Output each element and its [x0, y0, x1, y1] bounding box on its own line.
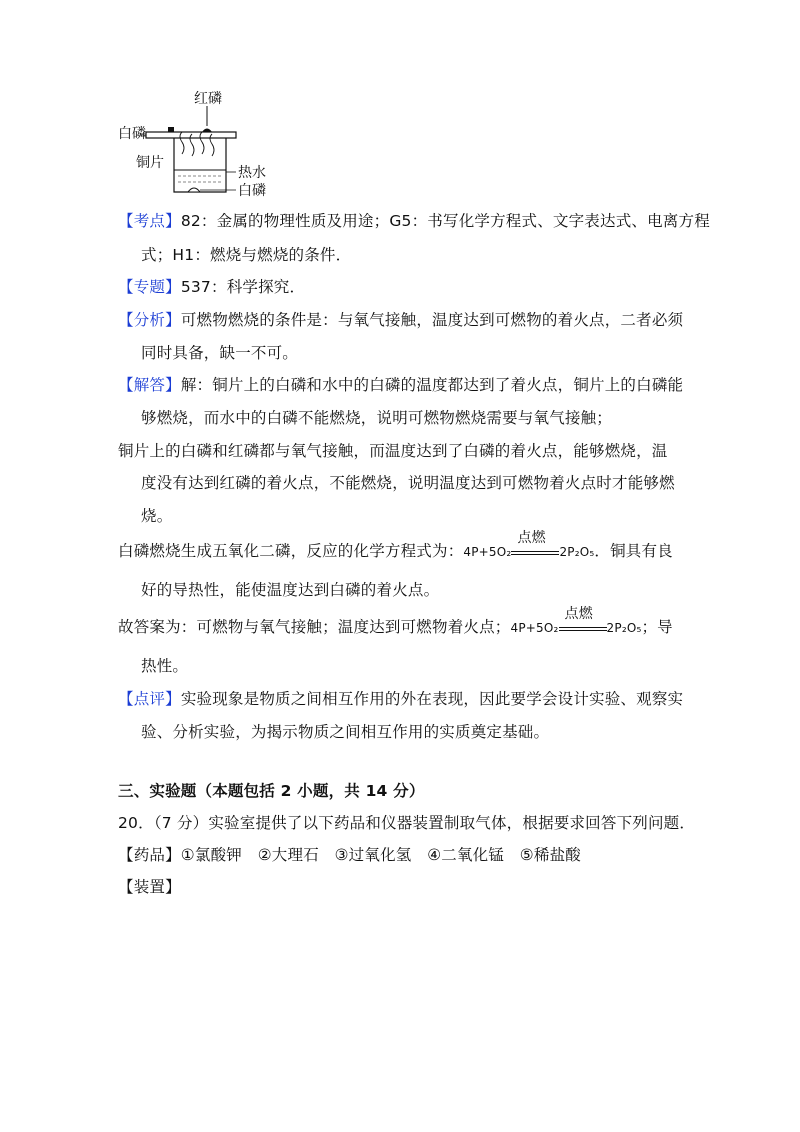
kaodian-tag: 【考点】 — [118, 212, 181, 230]
dianping-line-1 — [118, 688, 683, 710]
equation-left-1: 4P+5O₂ — [463, 545, 512, 559]
fenxi-line-2: 同时具备，缺一不可。 — [141, 344, 299, 362]
jieda-tag: 【解答】 — [118, 376, 181, 394]
reaction-condition-2: 点燃 — [564, 606, 593, 622]
jieda-text-1: 解：铜片上的白磷和水中的白磷的温度都达到了着火点，铜片上的白磷能 — [180, 376, 684, 394]
equation-left-2: 4P+5O₂ — [510, 621, 559, 635]
experiment-figure — [118, 92, 278, 202]
jieda-line-5: 烧。 — [141, 507, 173, 525]
jieda-text-6-post: ．铜具有良 — [594, 542, 673, 560]
equation-right-2: 2P₂O₅ — [606, 621, 642, 635]
fenxi-tag: 【分析】 — [118, 311, 181, 329]
dianping-tag: 【点评】 — [118, 690, 181, 708]
jieda-line-1 — [118, 374, 683, 396]
zhuanti-text: 537：科学探究． — [180, 278, 306, 296]
fenxi-text-1: 可燃物燃烧的条件是：与氧气接触，温度达到可燃物的着火点，二者必须 — [180, 311, 684, 329]
jieda-text-8-pre: 故答案为：可燃物与氧气接触；温度达到可燃物着火点； — [118, 618, 511, 636]
dianping-line-2: 验、分析实验，为揭示物质之间相互作用的实质奠定基础。 — [141, 723, 550, 741]
label-red-phosphorus: 红磷 — [194, 91, 222, 107]
jieda-line-4: 度没有达到红磷的着火点，不能燃烧，说明温度达到可燃物着火点时才能够燃 — [141, 474, 675, 492]
label-hot-water: 热水 — [238, 165, 266, 181]
device-label: 【装置】 — [118, 878, 181, 896]
label-white-phosphorus-bottom: 白磷 — [238, 183, 266, 199]
jieda-text-6-pre: 白磷燃烧生成五氧化二磷，反应的化学方程式为： — [118, 542, 464, 560]
reaction-arrow-2 — [559, 606, 607, 639]
zhuanti-tag: 【专题】 — [118, 278, 181, 296]
jieda-line-7: 好的导热性，能使温度达到白磷的着火点。 — [141, 581, 440, 599]
jieda-line-3: 铜片上的白磷和红磷都与氧气接触，而温度达到了白磷的着火点，能够燃烧，温 — [118, 442, 668, 460]
label-white-phosphorus-top: 白磷 — [118, 126, 146, 142]
kaodian-line-1 — [118, 210, 710, 232]
drugs-list: 【药品】①氯酸钾 ②大理石 ③过氧化氢 ④二氧化锰 ⑤稀盐酸 — [118, 846, 581, 864]
label-copper-plate: 铜片 — [136, 155, 164, 171]
jieda-line-6 — [118, 530, 673, 563]
kaodian-text-1: 82：金属的物理性质及用途；G5：书写化学方程式、文字表达式、电离方程 — [180, 212, 710, 230]
reaction-arrow-1 — [511, 530, 559, 563]
kaodian-line-2: 式；H1：燃烧与燃烧的条件． — [141, 246, 352, 264]
reaction-condition-1: 点燃 — [517, 530, 546, 546]
zhuanti-line — [118, 276, 305, 298]
jieda-line-2: 够燃烧，而水中的白磷不能燃烧，说明可燃物燃烧需要与氧气接触； — [141, 409, 613, 427]
dianping-text-1: 实验现象是物质之间相互作用的外在表现，因此要学会设计实验、观察实 — [180, 690, 684, 708]
equation-right-1: 2P₂O₅ — [559, 545, 595, 559]
jieda-line-9: 热性。 — [141, 657, 189, 675]
section-3-title: 三、实验题（本题包括 2 小题，共 14 分） — [118, 782, 425, 800]
fenxi-line-1 — [118, 309, 683, 331]
jieda-text-8-post: ；导 — [641, 618, 673, 636]
jieda-line-8 — [118, 606, 673, 639]
question-20: 20．（7 分）实验室提供了以下药品和仪器装置制取气体，根据要求回答下列问题． — [118, 814, 696, 832]
